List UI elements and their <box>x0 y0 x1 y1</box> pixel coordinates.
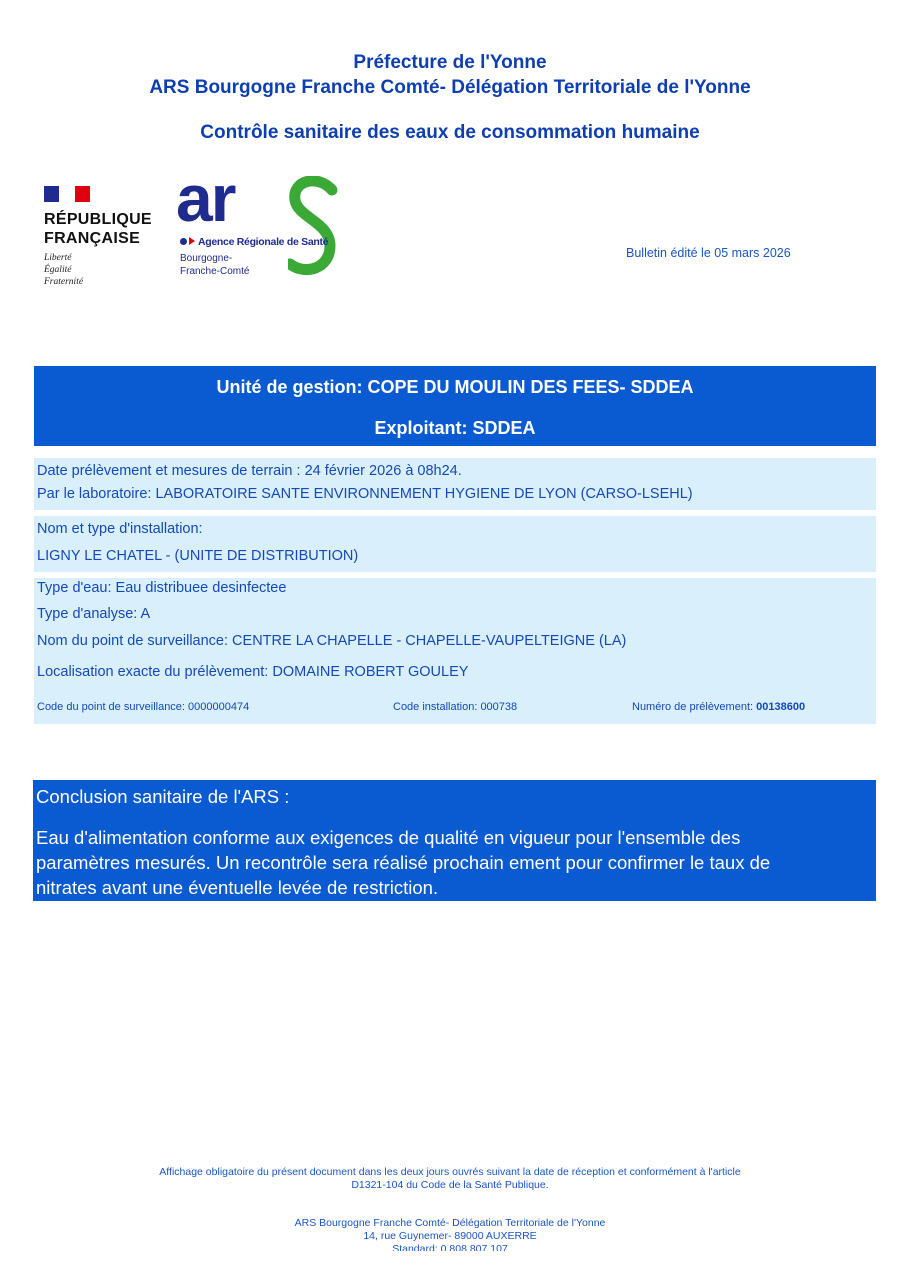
document-title: Contrôle sanitaire des eaux de consommation humaine <box>200 122 700 143</box>
code-point: Code du point de surveillance: 0000000474 <box>37 701 250 713</box>
installation-label: Nom et type d'installation: <box>37 521 203 537</box>
ars-region-line2: Franche-Comté <box>180 266 250 277</box>
conclusion-body <box>36 825 876 900</box>
sample-date: Date prélèvement et mesures de terrain : 24 février 2026 à 08h24. <box>37 463 462 479</box>
prefecture-title: Préfecture de l'Yonne <box>353 52 547 73</box>
installation-panel <box>34 516 876 572</box>
analysis-type: Type d'analyse: A <box>37 606 151 622</box>
surveillance-point: Nom du point de surveillance: CENTRE LA CHAPELLE - CHAPELLE-VAUPELTEIGNE (LA) <box>37 633 627 649</box>
unit-gestion: Unité de gestion: COPE DU MOULIN DES FEES- SDDEA <box>216 377 694 397</box>
rf-name <box>44 210 174 248</box>
unit-banner <box>34 366 876 446</box>
footer-address-line1: ARS Bourgogne Franche Comté- Délégation Territoriale de l'Yonne <box>294 1217 606 1229</box>
motto-liberte: Liberté <box>44 253 72 263</box>
conclusion-line2: paramètres mesurés. Un recontrôle sera réalisé prochain ement pour confirmer le taux de <box>36 852 771 873</box>
sample-info-panel <box>34 458 876 510</box>
sample-number-label: Numéro de prélèvement: <box>632 701 754 713</box>
motto-fraternite: Fraternité <box>44 277 84 287</box>
rf-name-line1: RÉPUBLIQUE <box>44 211 152 228</box>
conclusion-line1: Eau d'alimentation conforme aux exigences de qualité en vigueur pour l'ensemble des <box>36 827 741 848</box>
bulletin-date: Bulletin édité le 05 mars 2026 <box>626 246 791 260</box>
ars-delegation-title: ARS Bourgogne Franche Comté- Délégation Territoriale de l'Yonne <box>149 77 751 98</box>
motto-egalite: Égalité <box>44 265 72 275</box>
ars-green-s-icon <box>288 176 338 278</box>
water-type: Type d'eau: Eau distribuee desinfectee <box>37 580 287 596</box>
republique-francaise-logo <box>44 186 174 288</box>
sample-lab: Par le laboratoire: LABORATOIRE SANTE ENVIRONNEMENT HYGIENE DE LYON (CARSO-LSEHL) <box>37 486 693 502</box>
ars-logo <box>176 161 346 282</box>
ars-word: ar <box>176 161 235 235</box>
footer-address <box>0 1217 900 1251</box>
sample-location: Localisation exacte du prélèvement: DOMAINE ROBERT GOULEY <box>37 664 469 680</box>
footer-notice-line1: Affichage obligatoire du présent document dans les deux jours ouvrés suivant la date de réception et conformément à l'article <box>159 1166 741 1178</box>
footer-address-line2: 14, rue Guynemer- 89000 AUXERRE <box>363 1230 537 1242</box>
ars-agency-label: Agence Régionale de Santé <box>198 236 329 248</box>
conclusion-line3: nitrates avant une éventuelle levée de restriction. <box>36 877 439 898</box>
unit-exploitant: Exploitant: SDDEA <box>374 418 536 438</box>
rf-name-line2: FRANÇAISE <box>44 230 141 247</box>
footer-notice-line2: D1321-104 du Code de la Santé Publique. <box>351 1179 549 1191</box>
rf-motto <box>44 252 174 288</box>
ars-region <box>180 252 249 278</box>
ars-agency <box>180 236 328 248</box>
installation-value: LIGNY LE CHATEL - (UNITE DE DISTRIBUTION) <box>37 548 359 564</box>
french-flag-icon <box>44 186 90 202</box>
footer-phone-wrapper <box>0 1243 900 1251</box>
water-details-panel <box>34 578 876 724</box>
code-installation: Code installation: 000738 <box>393 701 518 713</box>
conclusion-title: Conclusion sanitaire de l'ARS : <box>36 786 290 807</box>
footer-notice <box>0 1166 900 1192</box>
ars-region-line1: Bourgogne- <box>180 253 233 264</box>
footer-phone: Standard: 0 808 807 107 <box>392 1243 508 1251</box>
red-triangle-icon <box>189 237 195 245</box>
sample-number-value: 00138600 <box>756 701 806 713</box>
sample-number <box>632 701 805 713</box>
conclusion-banner <box>33 780 876 901</box>
blue-dot-icon <box>180 238 187 245</box>
